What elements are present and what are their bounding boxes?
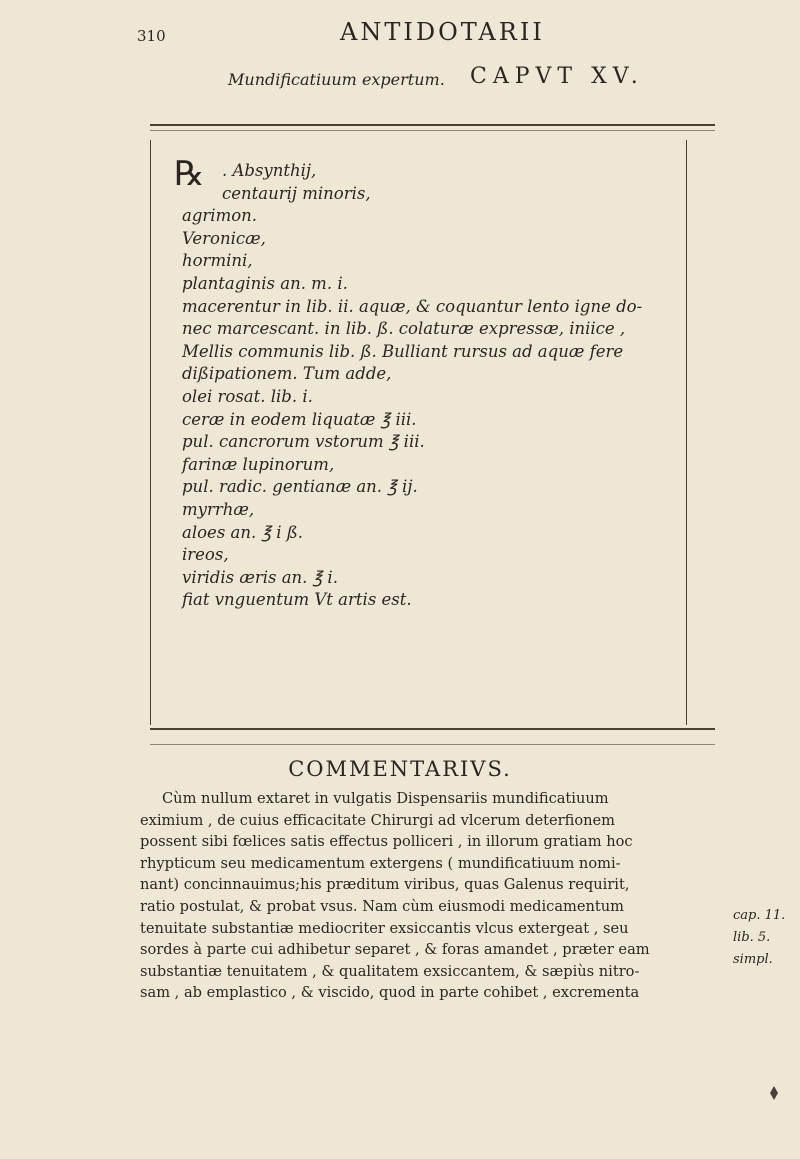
commentary-line: Cùm nullum extaret in vulgatis Dispensariis mundificatiuum bbox=[162, 790, 609, 807]
margin-note-line: cap. 11. bbox=[733, 908, 786, 923]
recipe-line: pul. cancrorum vstorum ℥ iii. bbox=[182, 432, 425, 452]
ornament-icon bbox=[768, 1085, 780, 1101]
top-rule bbox=[150, 124, 715, 126]
recipe-line: olei rosat. lib. i. bbox=[182, 386, 313, 406]
recipe-line: fiat vnguentum Vt artis est. bbox=[182, 590, 412, 610]
recipe-line: myrrhæ, bbox=[182, 499, 255, 519]
recipe-line: . Absynthij, bbox=[222, 161, 317, 180]
chapter-heading: CAPVT XV. bbox=[470, 64, 644, 89]
commentary-line: eximium , de cuius efficacitate Chirurgi ad vlcerum deterfionem bbox=[140, 811, 616, 829]
margin-note-line: lib. 5. bbox=[733, 930, 771, 945]
recipe-symbol: ℞ bbox=[174, 154, 205, 194]
recipe-line: macerentur in lib. ii. aquæ, & coquantur lento igne do- bbox=[182, 296, 643, 316]
commentary-line: ratio postulat, & probat vsus. Nam cùm eiusmodi medicamentum bbox=[140, 897, 625, 915]
section-title: Mundificatiuum expertum. bbox=[228, 70, 445, 89]
recipe-line: Veronicæ, bbox=[182, 228, 266, 248]
recipe-line: nec marcescant. in lib. ß. colaturæ expressæ, iniice , bbox=[182, 319, 626, 339]
recipe-line: farinæ lupinorum, bbox=[182, 454, 335, 474]
commentary-line: sordes à parte cui adhibetur separet , & foras amandet , præter eam bbox=[140, 941, 650, 959]
recipe-line: aloes an. ℥ i ß. bbox=[182, 522, 304, 542]
recipe-line: dißipationem. Tum adde, bbox=[182, 364, 392, 384]
commentary-line: substantiæ tenuitatem , & qualitatem exsiccantem, & sæpiùs nitro- bbox=[140, 962, 640, 980]
recipe-line: ireos, bbox=[182, 545, 229, 565]
recipe-line: centaurij minoris, bbox=[222, 183, 371, 203]
recipe-line: Mellis communis lib. ß. Bulliant rursus ad aquæ fere bbox=[182, 341, 624, 361]
commentary-line: nant) concinnauimus;his præditum viribus, quas Galenus requirit, bbox=[140, 876, 630, 894]
commentary-line: tenuitate substantiæ mediocriter exsiccantis vlcus extergeat , seu bbox=[140, 919, 629, 937]
bottom-rule-thin bbox=[150, 744, 715, 745]
running-head: ANTIDOTARII bbox=[340, 18, 545, 46]
commentary-line: rhypticum seu medicamentum extergens ( mundificatiuum nomi- bbox=[140, 854, 621, 872]
commentary-heading: COMMENTARIVS. bbox=[288, 757, 512, 781]
page-number: 310 bbox=[137, 27, 166, 45]
commentary-body bbox=[140, 788, 720, 1004]
commentary-line: sam , ab emplastico , & viscido, quod in parte cohibet , excrementa bbox=[140, 984, 640, 1002]
top-rule-thin bbox=[150, 130, 715, 131]
margin-note-line: simpl. bbox=[733, 952, 773, 967]
recipe-line: hormini, bbox=[182, 251, 253, 271]
recipe-line: ceræ in eodem liquatæ ℥ iii. bbox=[182, 409, 417, 429]
recipe-line: plantaginis an. m. i. bbox=[182, 273, 348, 293]
bottom-rule bbox=[150, 728, 715, 730]
recipe-block bbox=[174, 154, 662, 612]
margin-note bbox=[733, 905, 785, 971]
commentary-line: possent sibi fœlices satis effectus polliceri , in illorum gratiam hoc bbox=[140, 833, 633, 851]
recipe-line: viridis æris an. ℥ i. bbox=[182, 567, 338, 587]
recipe-line: pul. radic. gentianæ an. ℥ ij. bbox=[182, 477, 418, 497]
recipe-line: agrimon. bbox=[182, 206, 258, 226]
